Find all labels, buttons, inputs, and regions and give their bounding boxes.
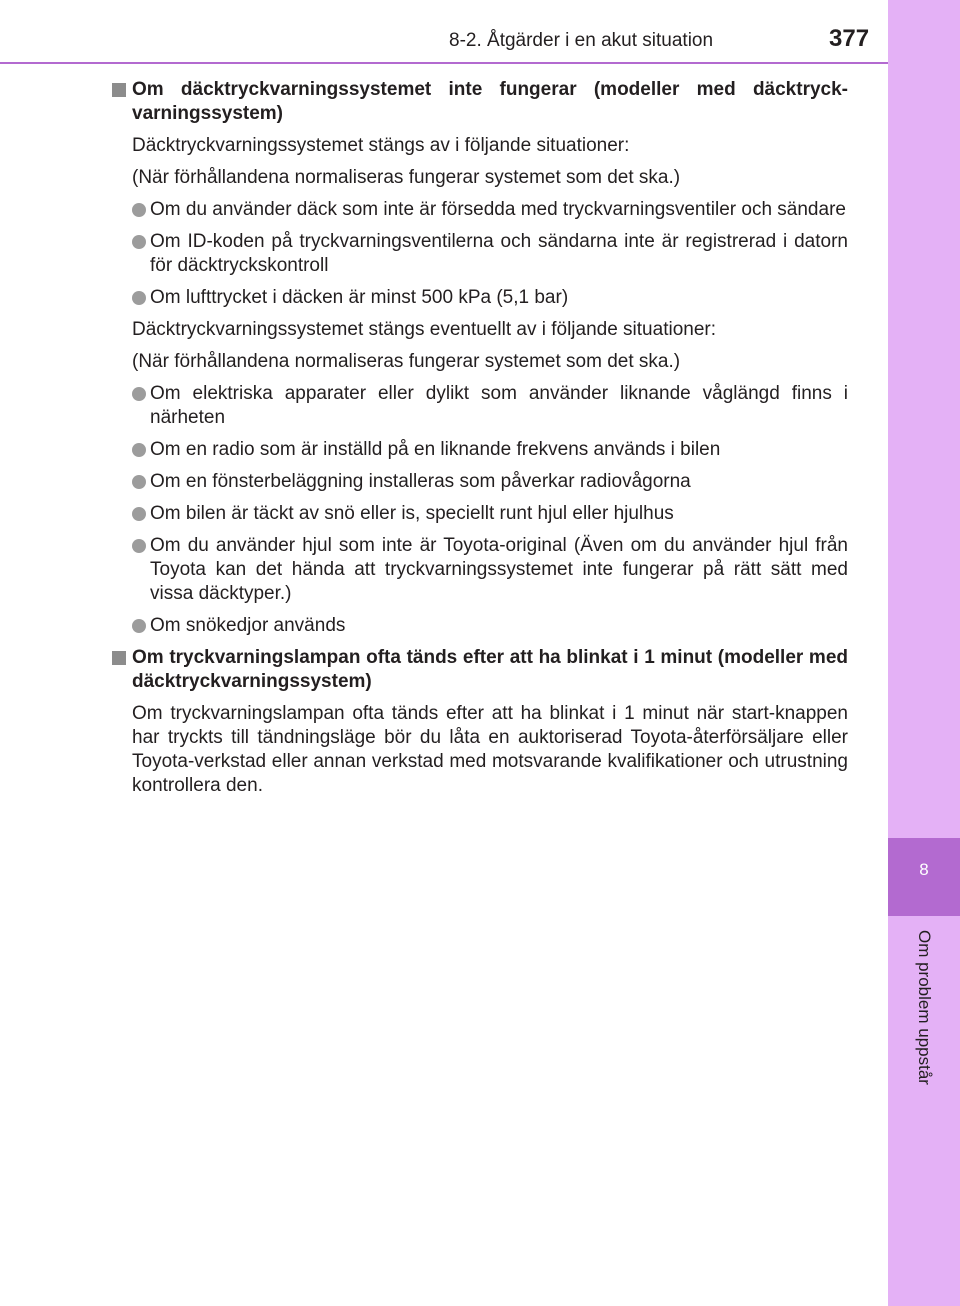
list-item: Om lufttrycket i däcken är minst 500 kPa (5,1 bar) — [132, 286, 848, 310]
square-bullet-icon — [112, 651, 126, 665]
round-bullet-icon — [132, 443, 146, 457]
list-item: Om du använder däck som inte är försedda med tryckvarningsventiler och sändare — [132, 198, 848, 222]
chapter-tab[interactable] — [888, 838, 960, 916]
list-item: Om snökedjor används — [132, 614, 848, 638]
chapter-number: 8 — [919, 860, 929, 879]
round-bullet-icon — [132, 235, 146, 249]
header-title: 8-2. Åtgärder i en akut situation — [449, 30, 714, 51]
list-item: Om du använder hjul som inte är Toyota-original (Även om du använder hjul från Toyota kan det hända att tryckvarningssystemet inte fungerar på rätt sätt med vissa däcktyper.) — [132, 534, 848, 606]
section-warning-light — [112, 646, 848, 798]
section-heading: Om tryckvarningslampan ofta tänds efter att ha blinkat i 1 minut (modeller med däcktryckvarningssystem) — [132, 647, 848, 692]
paragraph: Om tryckvarningslampan ofta tänds efter att ha blinkat i 1 minut när start-knappen har tryckts till tändningsläge bör du låta en auktoriserad Toyota-återförsäljare eller Toyota-verkstad eller annan verkstad med motsvarande kvalifikationer och utrustning kontrollera den. — [132, 703, 848, 796]
round-bullet-icon — [132, 387, 146, 401]
chapter-label: Om problem uppstår — [915, 930, 934, 1085]
list-item: Om en fönsterbeläggning installeras som påverkar radiovågorna — [132, 470, 848, 494]
paragraph: Däcktryckvarningssystemet stängs av i följande situationer: — [132, 135, 630, 156]
round-bullet-icon — [132, 203, 146, 217]
side-tab — [888, 0, 960, 1306]
round-bullet-icon — [132, 619, 146, 633]
paragraph: Däcktryckvarningssystemet stängs eventuellt av i följande situationer: — [132, 319, 716, 340]
square-bullet-icon — [112, 83, 126, 97]
round-bullet-icon — [132, 539, 146, 553]
paragraph-note: (När förhållandena normaliseras fungerar systemet som det ska.) — [132, 167, 681, 188]
section-tpms-not-working — [112, 78, 848, 638]
list-item: Om ID-koden på tryckvarningsventilerna och sändarna inte är registrerad i datorn för däcktryckskontroll — [132, 230, 848, 278]
round-bullet-icon — [132, 507, 146, 521]
page-content — [112, 78, 848, 806]
list-item: Om bilen är täckt av snö eller is, speciellt runt hjul eller hjulhus — [132, 502, 848, 526]
round-bullet-icon — [132, 291, 146, 305]
page-header — [0, 0, 888, 64]
page-number: 377 — [829, 25, 870, 52]
round-bullet-icon — [132, 475, 146, 489]
header-rule — [0, 62, 888, 64]
section-heading: Om däcktryckvarningssystemet inte fungerar (modeller med däcktryck-varningssystem) — [132, 79, 848, 124]
paragraph-note: (När förhållandena normaliseras fungerar systemet som det ska.) — [132, 351, 681, 372]
list-item: Om en radio som är inställd på en liknande frekvens används i bilen — [132, 438, 848, 462]
list-item: Om elektriska apparater eller dylikt som använder liknande våglängd finns i närheten — [132, 382, 848, 430]
